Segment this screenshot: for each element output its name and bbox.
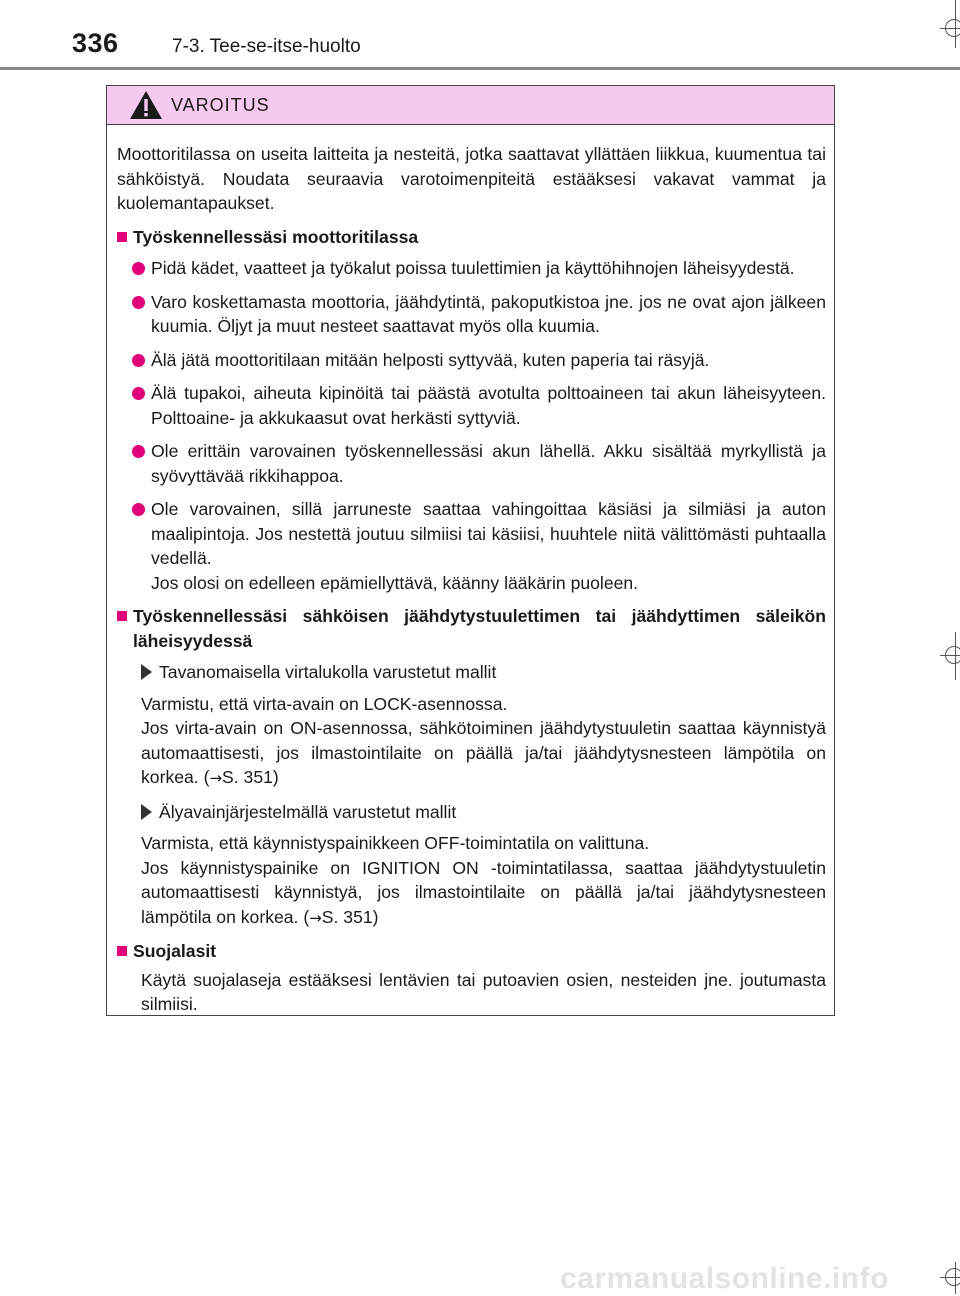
watermark: carmanualsonline.info <box>560 1262 889 1295</box>
page-number: 336 <box>72 28 119 58</box>
square-bullet-icon <box>117 232 127 242</box>
subheading-smart-key: Älyavainjärjestelmällä varustetut mallit <box>117 800 826 825</box>
square-bullet-icon <box>117 611 127 621</box>
subheading-standard-ignition: Tavanomaisella virtalukolla varustetut mallit <box>117 660 826 685</box>
warning-title: VAROITUS <box>171 94 270 115</box>
section-title: 7-3. Tee-se-itse-huolto <box>172 36 361 57</box>
warning-box <box>106 85 835 1016</box>
warning-header <box>107 86 834 125</box>
arrow-right-icon: → <box>309 908 322 927</box>
section-heading-cooling-fan: Työskennellessäsi sähköisen jäähdytystuulettimen tai jäähdyttimen säleikön läheisyydessä <box>117 604 826 653</box>
square-bullet-icon <box>117 946 127 956</box>
warning-triangle-icon <box>129 90 163 120</box>
triangle-bullet-icon <box>141 804 152 820</box>
page-reference: S. 351) <box>321 906 379 927</box>
section-heading-safety-glasses: Suojalasit <box>117 939 826 964</box>
list-item: Älä jätä moottoritilaan mitään helposti syttyvää, kuten paperia tai räsyjä. <box>117 348 826 373</box>
arrow-right-icon: → <box>209 769 223 787</box>
list-item: Pidä kädet, vaatteet ja työkalut poissa tuulettimien ja käyttöhihnojen läheisyydestä. <box>117 256 826 281</box>
smart-key-text: Varmista, että käynnistyspainikkeen OFF-toimintatila on valittuna. Jos käynnistyspainike on IGNITION ON -toimintatilassa, saattaa jäähdytystuuletin automaattisesti käynnistyä, jos ilmastointilaite on päällä ja/tai jäähdytysnesteen lämpötila on korkea. (→S. 351) <box>141 833 826 927</box>
circle-bullet-icon <box>132 262 145 275</box>
section-heading-engine-compartment: Työskennellessäsi moottoritilassa <box>117 225 826 250</box>
page-reference: S. 351) <box>222 767 279 787</box>
circle-bullet-icon <box>132 387 145 400</box>
circle-bullet-icon <box>132 296 145 309</box>
warning-body <box>107 125 834 1017</box>
standard-ignition-text: Varmistu, että virta-avain on LOCK-asennossa. Jos virta-avain on ON-asennossa, sähkötoiminen jäähdytystuuletin saattaa käynnistyä automaattisesti, jos ilmastointilaite on päällä ja/tai jäähdytysnesteen lämpötila on korkea. (→S. 351) <box>141 693 826 787</box>
header-rule <box>0 67 960 70</box>
circle-bullet-icon <box>132 354 145 367</box>
warning-intro: Moottoritilassa on useita laitteita ja nesteitä, jotka saattavat yllättäen liikkua, kuumentua tai sähköistyä. Noudata seuraavia varotoimenpiteitä estääksesi vakavat vammat ja kuolemantapaukset. <box>117 144 826 213</box>
list-item: Älä tupakoi, aiheuta kipinöitä tai päästä avotulta polttoaineen tai akun läheisyyteen. Polttoaine- ja akkukaasut ovat herkästi syttyviä. <box>117 381 826 430</box>
safety-glasses-text: Käytä suojalaseja estääksesi lentävien tai putoavien osien, nesteiden jne. joutumasta silmiisi. <box>141 969 826 1014</box>
circle-bullet-icon <box>132 445 145 458</box>
list-item: Ole erittäin varovainen työskennellessäsi akun lähellä. Akku sisältää myrkyllistä ja syövyttävää rikkihappoa. <box>117 439 826 488</box>
triangle-bullet-icon <box>141 664 152 680</box>
list-item: Varo koskettamasta moottoria, jäähdytintä, pakoputkistoa jne. jos ne ovat ajon jälkeen kuumia. Öljyt ja muut nesteet saattavat myös olla kuumia. <box>117 290 826 339</box>
circle-bullet-icon <box>132 503 145 516</box>
list-item: Ole varovainen, sillä jarruneste saattaa vahingoittaa käsiäsi ja silmiäsi ja auton maalipintoja. Jos nestettä joutuu silmiisi tai käsiisi, huuhtele niitä välittömästi puhtaalla vedellä. Jos olosi on edelleen epämiellyttävä, käänny lääkärin puoleen. <box>117 497 826 595</box>
